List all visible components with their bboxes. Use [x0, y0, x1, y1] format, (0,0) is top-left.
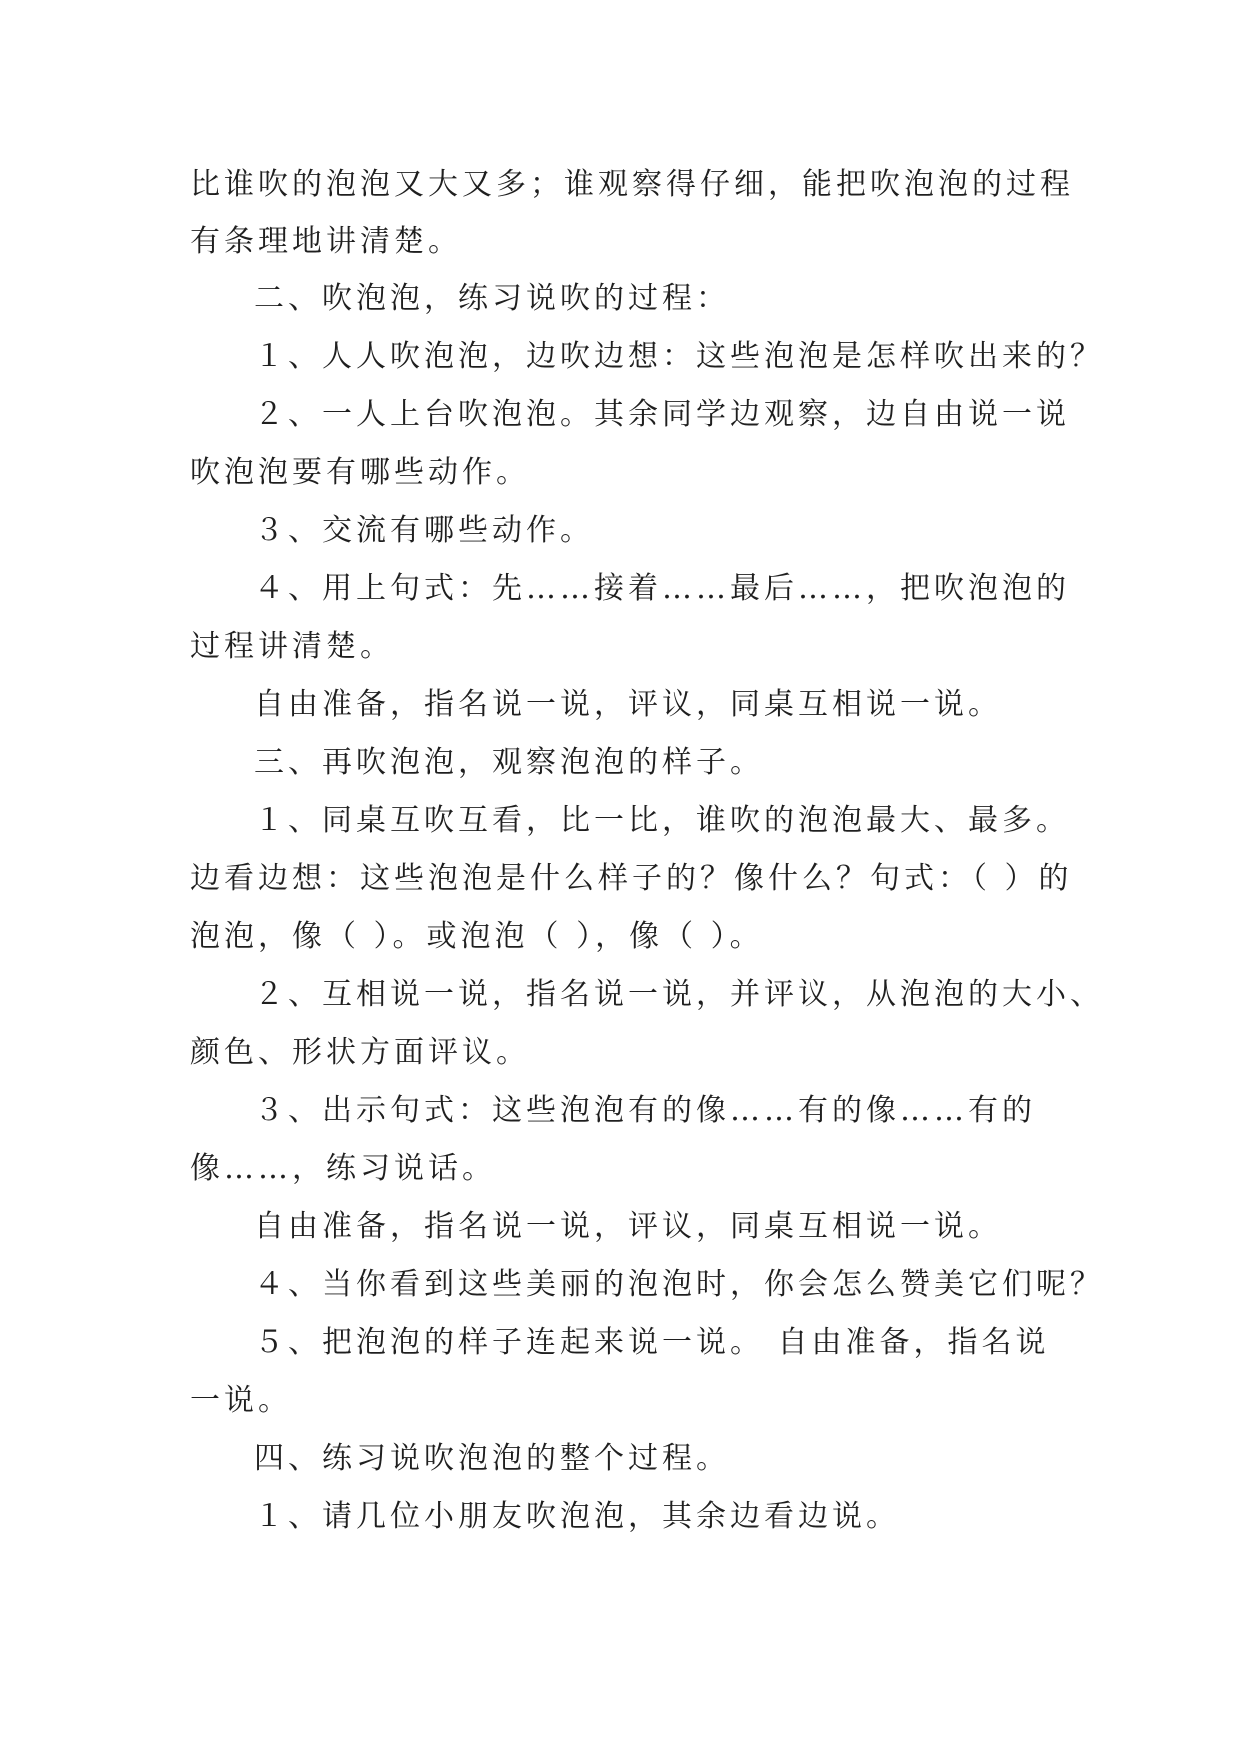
text-line: １、同桌互吹互看，比一比，谁吹的泡泡最大、最多。: [254, 803, 1070, 838]
text-line: 吹泡泡要有哪些动作。: [190, 455, 530, 490]
text-line: １、请几位小朋友吹泡泡，其余边看边说。: [254, 1499, 900, 1534]
section-heading: 三、再吹泡泡，观察泡泡的样子。: [254, 745, 764, 780]
text-line: １、人人吹泡泡，边吹边想：这些泡泡是怎样吹出来的？: [254, 339, 1104, 374]
text-line: ４、当你看到这些美丽的泡泡时，你会怎么赞美它们呢？: [254, 1267, 1104, 1302]
text-line: 泡泡，像（ ）。或泡泡（ ），像（ ）。: [190, 919, 764, 954]
text-line: 过程讲清楚。: [190, 629, 394, 664]
text-line: ２、互相说一说，指名说一说，并评议，从泡泡的大小、: [254, 977, 1104, 1012]
text-line: ３、出示句式：这些泡泡有的像……有的像……有的: [254, 1093, 1036, 1128]
text-line: ５、把泡泡的样子连起来说一说。 自由准备，指名说: [254, 1325, 1050, 1360]
text-line: 比谁吹的泡泡又大又多；谁观察得仔细，能把吹泡泡的过程: [190, 167, 1074, 202]
text-line: 颜色、形状方面评议。: [190, 1035, 530, 1070]
section-heading: 二、吹泡泡，练习说吹的过程：: [254, 281, 730, 316]
text-line: ３、交流有哪些动作。: [254, 513, 594, 548]
text-line: 一说。: [190, 1383, 292, 1418]
text-line: 自由准备，指名说一说，评议，同桌互相说一说。: [254, 1209, 1002, 1244]
text-line: 像……，练习说话。: [190, 1151, 496, 1186]
text-line: 自由准备，指名说一说，评议，同桌互相说一说。: [254, 687, 1002, 722]
text-line: ４、用上句式：先……接着……最后……，把吹泡泡的: [254, 571, 1070, 606]
text-line: 有条理地讲清楚。: [190, 224, 462, 259]
text-line: ２、一人上台吹泡泡。其余同学边观察，边自由说一说: [254, 397, 1070, 432]
section-heading: 四、练习说吹泡泡的整个过程。: [254, 1441, 730, 1476]
text-line: 边看边想：这些泡泡是什么样子的？像什么？句式：（ ）的: [190, 861, 1073, 896]
